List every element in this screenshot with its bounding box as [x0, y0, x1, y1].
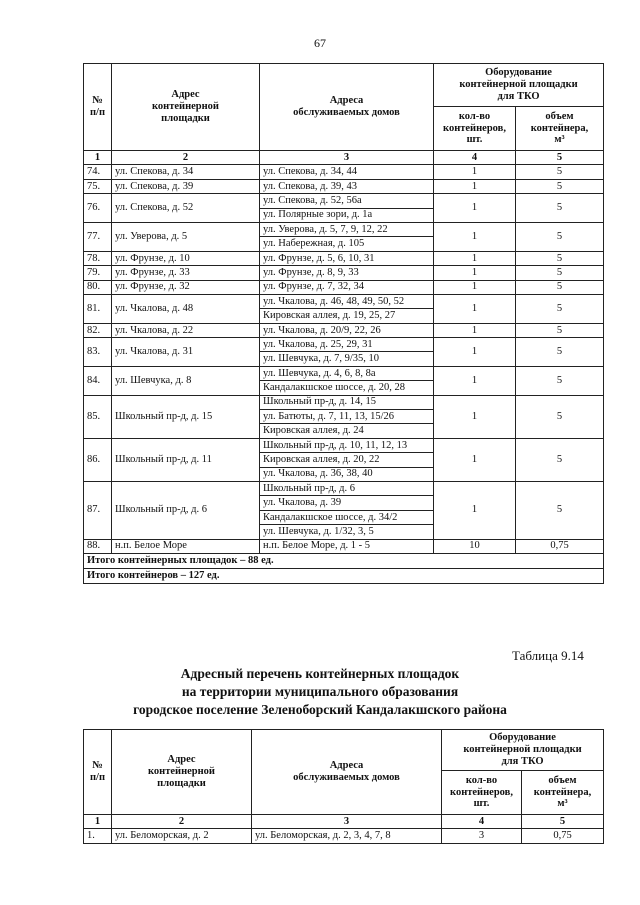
served-house-address: ул. Шевчука, д. 7, 9/35, 10	[260, 352, 434, 366]
served-house-address: ул. Чкалова, д. 20/9, 22, 26	[260, 323, 434, 337]
table-label: Таблица 9.14	[512, 648, 584, 663]
container-volume: 5	[516, 294, 604, 323]
container-site-address: Школьный пр-д, д. 11	[112, 438, 260, 481]
table-title-line: на территории муниципального образования	[181, 683, 459, 699]
container-volume: 5	[516, 165, 604, 179]
served-house-address: Школьный пр-д, д. 6	[260, 481, 434, 495]
container-site-address: ул. Чкалова, д. 22	[112, 323, 260, 337]
column-number-row	[84, 815, 604, 829]
row-number: 83.	[84, 338, 112, 367]
header-houses: Адреса обслуживаемых домов	[252, 730, 442, 815]
served-house-address: ул. Беломорская, д. 2, 3, 4, 7, 8	[252, 829, 442, 843]
header-address: Адрес контейнерной площадки	[112, 730, 252, 815]
served-house-address: ул. Батюты, д. 7, 11, 13, 15/26	[260, 410, 434, 424]
container-site-address: ул. Спекова, д. 39	[112, 179, 260, 193]
container-site-address: ул. Спекова, д. 52	[112, 194, 260, 223]
container-sites-table	[83, 63, 604, 584]
header-address: Адрес контейнерной площадки	[112, 64, 260, 151]
row-number: 79.	[84, 266, 112, 280]
table-row	[84, 438, 604, 452]
served-house-address: ул. Фрунзе, д. 7, 32, 34	[260, 280, 434, 294]
served-house-address: Кировская аллея, д. 20, 22	[260, 453, 434, 467]
header-equipment: Оборудование контейнерной площадки для ТКО	[442, 730, 604, 771]
container-count: 1	[434, 251, 516, 265]
container-volume: 5	[516, 280, 604, 294]
header-num: № п/п	[84, 64, 112, 151]
container-site-address: ул. Фрунзе, д. 10	[112, 251, 260, 265]
row-number: 74.	[84, 165, 112, 179]
container-site-address: ул. Шевчука, д. 8	[112, 366, 260, 395]
served-house-address: ул. Полярные зори, д. 1а	[260, 208, 434, 222]
container-count: 1	[434, 266, 516, 280]
container-volume: 5	[516, 438, 604, 481]
row-number: 75.	[84, 179, 112, 193]
container-count: 1	[434, 165, 516, 179]
table-row	[84, 179, 604, 193]
container-count: 1	[434, 194, 516, 223]
served-house-address: ул. Чкалова, д. 36, 38, 40	[260, 467, 434, 481]
served-house-address: ул. Чкалова, д. 25, 29, 31	[260, 338, 434, 352]
header-houses: Адреса обслуживаемых домов	[260, 64, 434, 151]
container-volume: 5	[516, 251, 604, 265]
table-title-line: городское поселение Зеленоборский Кандалакшского района	[133, 701, 507, 717]
container-count: 10	[434, 539, 516, 553]
row-number: 84.	[84, 366, 112, 395]
container-volume: 5	[516, 323, 604, 337]
served-house-address: ул. Шевчука, д. 1/32, 3, 5	[260, 525, 434, 539]
column-number: 3	[260, 151, 434, 165]
table-row	[84, 266, 604, 280]
row-number: 78.	[84, 251, 112, 265]
total-row	[84, 568, 604, 583]
row-number: 85.	[84, 395, 112, 438]
container-site-address: н.п. Белое Море	[112, 539, 260, 553]
column-number-row	[84, 151, 604, 165]
table-row	[84, 323, 604, 337]
container-count: 3	[442, 829, 522, 843]
row-number: 76.	[84, 194, 112, 223]
container-count: 1	[434, 338, 516, 367]
container-count: 1	[434, 280, 516, 294]
container-volume: 5	[516, 222, 604, 251]
column-number: 4	[442, 815, 522, 829]
column-number: 4	[434, 151, 516, 165]
container-volume: 5	[516, 395, 604, 438]
table-row	[84, 829, 604, 843]
served-house-address: Школьный пр-д, д. 14, 15	[260, 395, 434, 409]
header-count: кол-во контейнеров, шт.	[434, 107, 516, 151]
row-number: 88.	[84, 539, 112, 553]
container-volume: 5	[516, 194, 604, 223]
column-number: 2	[112, 151, 260, 165]
column-number: 1	[84, 151, 112, 165]
served-house-address: ул. Фрунзе, д. 5, 6, 10, 31	[260, 251, 434, 265]
container-site-address: ул. Чкалова, д. 31	[112, 338, 260, 367]
container-count: 1	[434, 366, 516, 395]
table-title-line: Адресный перечень контейнерных площадок	[180, 666, 460, 681]
row-number: 82.	[84, 323, 112, 337]
container-site-address: ул. Спекова, д. 34	[112, 165, 260, 179]
container-volume: 5	[516, 481, 604, 539]
column-number: 3	[252, 815, 442, 829]
row-number: 87.	[84, 481, 112, 539]
table-row	[84, 294, 604, 308]
container-site-address: ул. Беломорская, д. 2	[112, 829, 252, 843]
table-row	[84, 539, 604, 553]
container-count: 1	[434, 294, 516, 323]
table-row	[84, 194, 604, 208]
table-row	[84, 165, 604, 179]
total-text: Итого контейнеров – 127 ед.	[84, 568, 604, 583]
container-count: 1	[434, 438, 516, 481]
served-house-address: ул. Спекова, д. 34, 44	[260, 165, 434, 179]
column-number: 1	[84, 815, 112, 829]
container-volume: 0,75	[516, 539, 604, 553]
header-equipment: Оборудование контейнерной площадки для ТКО	[434, 64, 604, 107]
container-count: 1	[434, 222, 516, 251]
served-house-address: ул. Набережная, д. 105	[260, 237, 434, 251]
container-volume: 5	[516, 366, 604, 395]
served-house-address: Кировская аллея, д. 19, 25, 27	[260, 309, 434, 323]
header-num: № п/п	[84, 730, 112, 815]
header-volume: объем контейнера, м³	[516, 107, 604, 151]
row-number: 1.	[84, 829, 112, 843]
header-volume: объем контейнера, м³	[522, 771, 604, 815]
table-row	[84, 280, 604, 294]
served-house-address: ул. Уверова, д. 5, 7, 9, 12, 22	[260, 222, 434, 236]
served-house-address: ул. Фрунзе, д. 8, 9, 33	[260, 266, 434, 280]
zelenoborsky-sites-table	[83, 729, 604, 844]
total-text: Итого контейнерных площадок – 88 ед.	[84, 553, 604, 568]
container-volume: 5	[516, 338, 604, 367]
served-house-address: ул. Спекова, д. 39, 43	[260, 179, 434, 193]
table-row	[84, 251, 604, 265]
table-body	[84, 151, 604, 584]
container-site-address: Школьный пр-д, д. 15	[112, 395, 260, 438]
container-count: 1	[434, 395, 516, 438]
row-number: 80.	[84, 280, 112, 294]
served-house-address: Кандалакшское шоссе, д. 20, 28	[260, 381, 434, 395]
table-row	[84, 481, 604, 495]
container-volume: 5	[516, 266, 604, 280]
served-house-address: Кировская аллея, д. 24	[260, 424, 434, 438]
total-row	[84, 553, 604, 568]
table-body	[84, 815, 604, 844]
row-number: 81.	[84, 294, 112, 323]
container-site-address: ул. Уверова, д. 5	[112, 222, 260, 251]
container-site-address: Школьный пр-д, д. 6	[112, 481, 260, 539]
header-count: кол-во контейнеров, шт.	[442, 771, 522, 815]
served-house-address: н.п. Белое Море, д. 1 - 5	[260, 539, 434, 553]
row-number: 77.	[84, 222, 112, 251]
container-count: 1	[434, 179, 516, 193]
served-house-address: Школьный пр-д, д. 10, 11, 12, 13	[260, 438, 434, 452]
container-volume: 0,75	[522, 829, 604, 843]
container-site-address: ул. Фрунзе, д. 33	[112, 266, 260, 280]
column-number: 5	[522, 815, 604, 829]
served-house-address: ул. Чкалова, д. 46, 48, 49, 50, 52	[260, 294, 434, 308]
row-number: 86.	[84, 438, 112, 481]
container-site-address: ул. Чкалова, д. 48	[112, 294, 260, 323]
served-house-address: Кандалакшское шоссе, д. 34/2	[260, 510, 434, 524]
table-row	[84, 366, 604, 380]
table-row	[84, 222, 604, 236]
table-row	[84, 338, 604, 352]
served-house-address: ул. Спекова, д. 52, 56а	[260, 194, 434, 208]
container-count: 1	[434, 481, 516, 539]
table-row	[84, 395, 604, 409]
served-house-address: ул. Чкалова, д. 39	[260, 496, 434, 510]
column-number: 5	[516, 151, 604, 165]
container-site-address: ул. Фрунзе, д. 32	[112, 280, 260, 294]
column-number: 2	[112, 815, 252, 829]
page-number: 67	[314, 36, 326, 50]
table-title	[0, 665, 640, 719]
container-volume: 5	[516, 179, 604, 193]
served-house-address: ул. Шевчука, д. 4, 6, 8, 8а	[260, 366, 434, 380]
container-count: 1	[434, 323, 516, 337]
